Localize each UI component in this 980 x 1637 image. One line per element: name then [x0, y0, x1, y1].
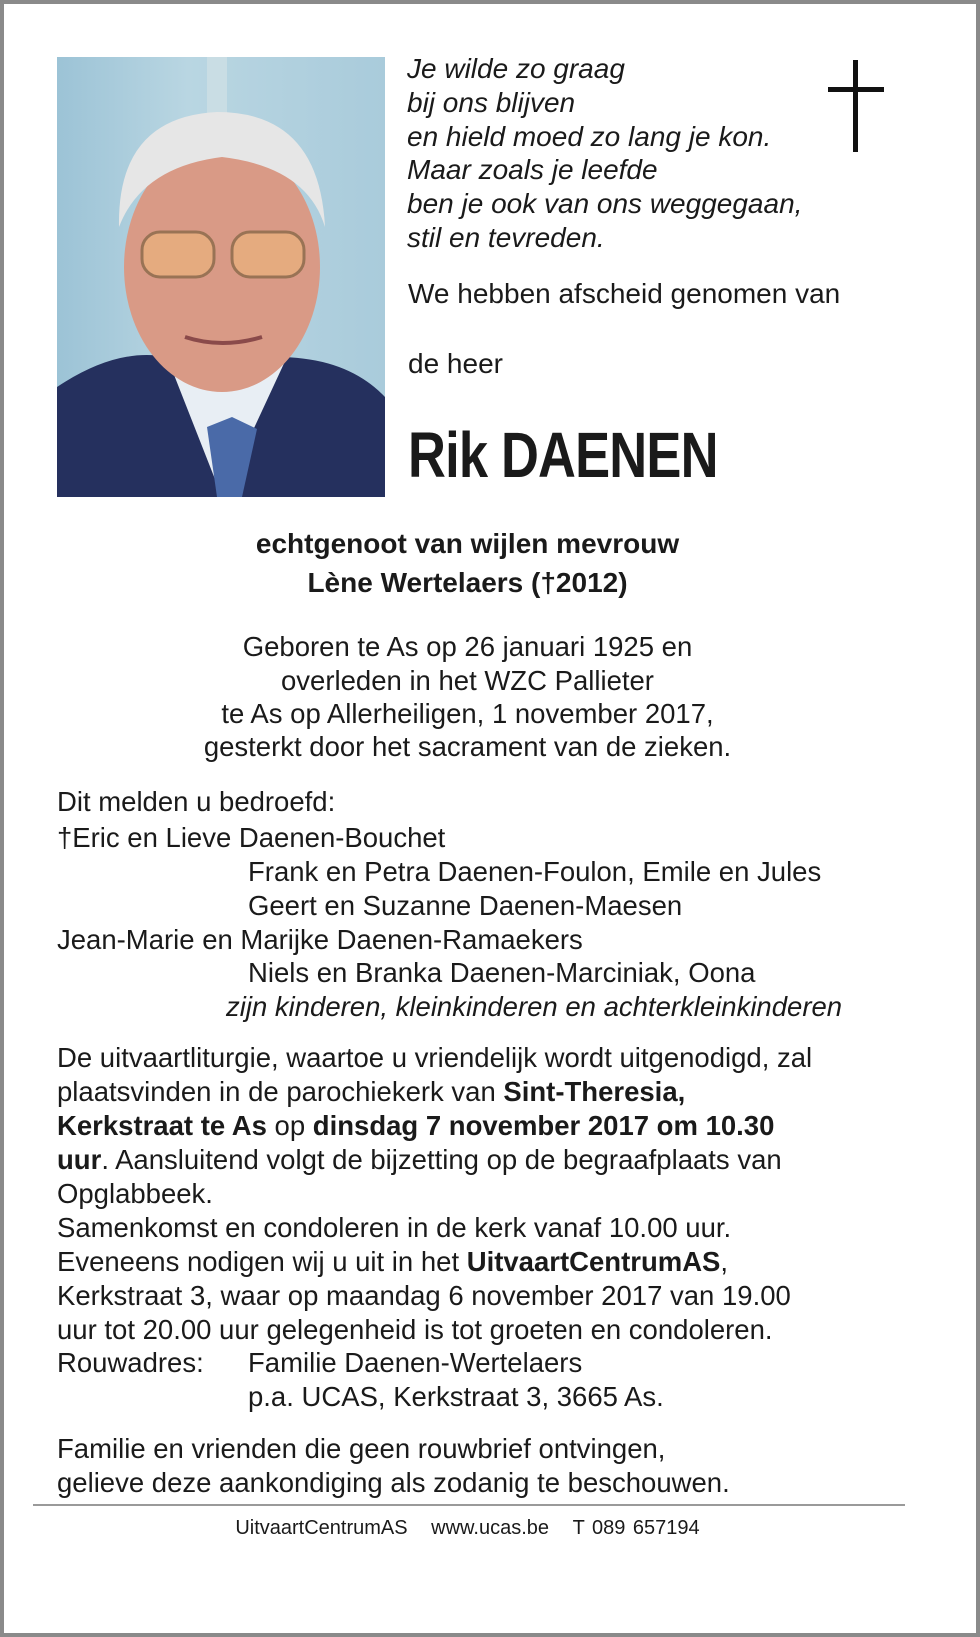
- cross-icon: [828, 60, 884, 152]
- family-caption: zijn kinderen, kleinkinderen en achterkleinkinderen: [226, 991, 843, 1022]
- funeral-line: [57, 1245, 728, 1279]
- deceased-name: Rik DAENEN: [408, 419, 718, 491]
- funeral-line: [57, 1041, 812, 1075]
- poem-line: Je wilde zo graag: [407, 53, 625, 84]
- address-label: Rouwadres:: [57, 1347, 204, 1378]
- funeral-text: Eveneens nodigen wij u uit in het: [57, 1246, 467, 1277]
- footer: [0, 1517, 935, 1540]
- funeral-text-bold: Kerkstraat te As: [57, 1110, 267, 1141]
- address-line: Familie Daenen-Wertelaers: [248, 1347, 583, 1378]
- funeral-line: [57, 1279, 791, 1313]
- divider: [33, 1504, 905, 1506]
- funeral-line: [57, 1075, 685, 1109]
- address-line: p.a. UCAS, Kerkstraat 3, 3665 As.: [248, 1381, 664, 1412]
- funeral-line: [57, 1313, 773, 1347]
- funeral-text-bold: UitvaartCentrumAS: [466, 1246, 721, 1277]
- family-line: Frank en Petra Daenen-Foulon, Emile en Jules: [248, 856, 822, 887]
- birth-death-line: te As op Allerheiligen, 1 november 2017,: [221, 698, 714, 729]
- family-line: Geert en Suzanne Daenen-Maesen: [248, 890, 683, 921]
- poem-line: ben je ook van ons weggegaan,: [407, 188, 803, 220]
- portrait-photo: [57, 57, 385, 497]
- funeral-text-bold: Sint-Theresia,: [503, 1076, 686, 1107]
- funeral-line: [57, 1143, 782, 1177]
- funeral-line: [57, 1177, 213, 1211]
- funeral-text: De uitvaartliturgie, waartoe u vriendelijk wordt uitgenodigd, zal: [57, 1042, 813, 1073]
- closing-line: gelieve deze aankondiging als zodanig te beschouwen.: [57, 1467, 730, 1498]
- family-line: Niels en Branka Daenen-Marciniak, Oona: [248, 957, 756, 988]
- family-line: Jean-Marie en Marijke Daenen-Ramaekers: [57, 924, 583, 955]
- poem-line: stil en tevreden.: [407, 221, 605, 253]
- funeral-line: [57, 1109, 774, 1143]
- intro-text: We hebben afscheid genomen van: [408, 278, 841, 309]
- funeral-text: op: [266, 1110, 313, 1141]
- closing-line: Familie en vrienden die geen rouwbrief ontvingen,: [57, 1433, 666, 1464]
- poem-line: Maar zoals je leefde: [407, 154, 658, 186]
- funeral-text: plaatsvinden in de parochiekerk van: [57, 1076, 504, 1107]
- poem-line: bij ons blijven: [407, 86, 576, 118]
- funeral-text-bold: uur: [57, 1144, 102, 1175]
- funeral-text: Opglabbeek.: [57, 1178, 213, 1209]
- funeral-text: ,: [720, 1246, 729, 1277]
- funeral-text: Samenkomst en condoleren in de kerk vanaf 10.00 uur.: [57, 1212, 732, 1243]
- footer-phone: T 089 657194: [572, 1517, 700, 1539]
- birth-death-line: gesterkt door het sacrament van de zieken.: [203, 731, 732, 762]
- spouse-line: echtgenoot van wijlen mevrouw: [255, 528, 680, 559]
- footer-website[interactable]: www.ucas.be: [431, 1517, 550, 1539]
- funeral-text-bold: dinsdag 7 november 2017 om 10.30: [312, 1110, 775, 1141]
- funeral-text: Kerkstraat 3, waar op maandag 6 november 2017 van 19.00: [57, 1280, 791, 1311]
- funeral-line: [57, 1211, 731, 1245]
- funeral-text: uur tot 20.00 uur gelegenheid is tot groeten en condoleren.: [57, 1314, 773, 1345]
- funeral-text: . Aansluitend volgt de bijzetting op de begraafplaats van: [101, 1144, 782, 1175]
- family-line: †Eric en Lieve Daenen-Bouchet: [57, 822, 446, 853]
- footer-company: UitvaartCentrumAS: [235, 1517, 408, 1539]
- title-prefix: de heer: [408, 348, 503, 379]
- poem-line: en hield moed zo lang je kon.: [407, 120, 772, 152]
- birth-death-line: Geboren te As op 26 januari 1925 en: [242, 631, 693, 662]
- spouse-line: Lène Wertelaers (†2012): [307, 567, 628, 598]
- family-heading: Dit melden u bedroefd:: [57, 786, 336, 817]
- birth-death-line: overleden in het WZC Pallieter: [281, 665, 654, 696]
- poem: [407, 52, 802, 255]
